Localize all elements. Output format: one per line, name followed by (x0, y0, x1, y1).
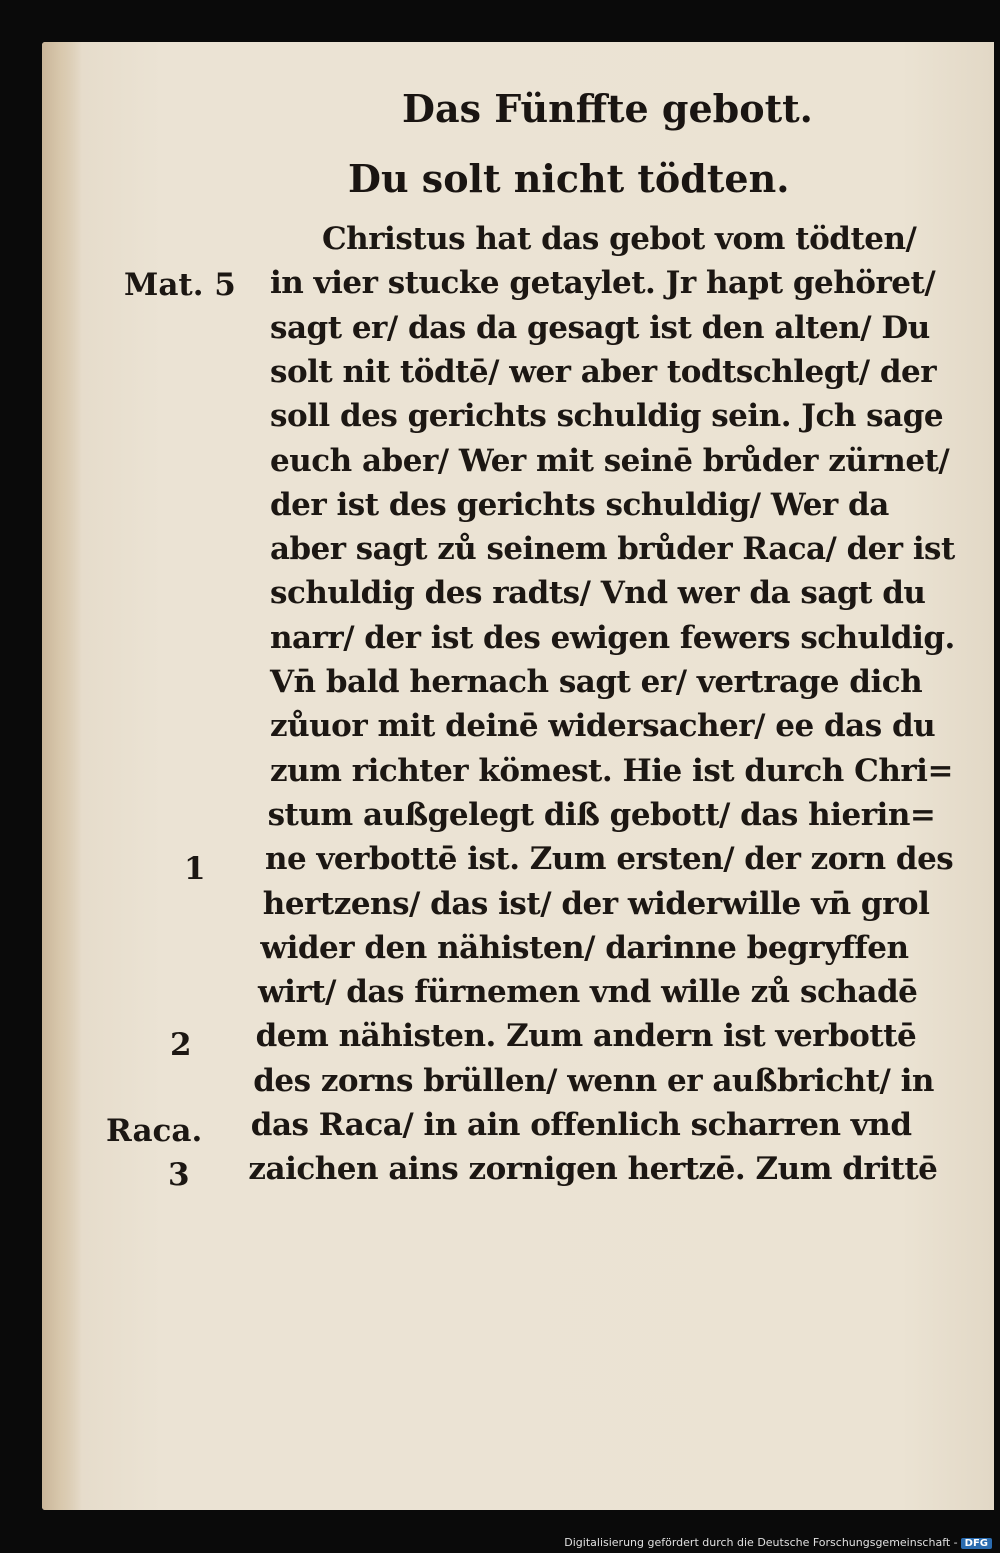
text-line: aber sagt zů seinem brůder Raca/ der ist (270, 531, 955, 568)
chapter-subtitle: Du solt nicht tödten. (348, 156, 790, 201)
credit-text: Digitalisierung gefördert durch die Deutsche Forschungsgemeinschaft - (564, 1536, 958, 1549)
text-line: stum außgelegt diß gebott/ das hierin= (267, 796, 936, 833)
text-line: das Raca/ in ain offenlich scharren vnd (250, 1107, 912, 1143)
margin-note-1: 1 (184, 851, 206, 887)
text-line: der ist des gerichts schuldig/ Wer da (270, 486, 889, 523)
text-line: sagt er/ das da gesagt ist den alten/ Du (270, 309, 930, 346)
text-line: wider den nähisten/ darinne begryffen (260, 929, 909, 966)
page-gutter-edge (42, 42, 82, 1510)
text-line: Christus hat das gebot vom tödten/ (322, 221, 917, 257)
text-line: schuldig des radts/ Vnd wer da sagt du (270, 575, 926, 612)
margin-note-raca: Raca. (106, 1113, 203, 1149)
book-page (42, 42, 994, 1510)
text-line: solt nit tödtē/ wer aber todtschlegt/ der (270, 353, 937, 390)
text-line: Vn̄ bald hernach sagt er/ vertrage dich (270, 664, 923, 700)
text-line: euch aber/ Wer mit seinē brůder zürnet/ (270, 442, 950, 479)
text-line: des zorns brüllen/ wenn er außbricht/ in (253, 1062, 934, 1099)
digitization-credit (564, 1536, 992, 1549)
text-line: dem nähisten. Zum andern ist verbottē (255, 1018, 917, 1055)
margin-note-3: 3 (168, 1157, 190, 1193)
margin-note-2: 2 (170, 1027, 192, 1063)
text-line: narr/ der ist des ewigen fewers schuldig. (270, 619, 955, 656)
dfg-logo: DFG (961, 1538, 992, 1549)
text-line: in vier stucke getaylet. Jr hapt gehöret/ (270, 265, 936, 302)
show-through-text (272, 104, 281, 134)
text-line: zůuor mit deinē widersacher/ ee das du (270, 708, 936, 745)
text-line: soll des gerichts schuldig sein. Jch sage (270, 398, 944, 435)
text-line: hertzens/ das ist/ der widerwille vn̄ grol (262, 885, 930, 922)
text-line: wirt/ das fürnemen vnd wille zů schadē (258, 974, 918, 1011)
text-line: zaichen ains zornigen hertzē. Zum drittē (248, 1151, 938, 1188)
text-line: ne verbottē ist. Zum ersten/ der zorn des (265, 841, 954, 878)
chapter-title: Das Fünffte gebott. (402, 86, 813, 131)
text-line: zum richter kömest. Hie ist durch Chri= (270, 752, 953, 789)
margin-note-mat: Mat. 5 (124, 267, 236, 303)
